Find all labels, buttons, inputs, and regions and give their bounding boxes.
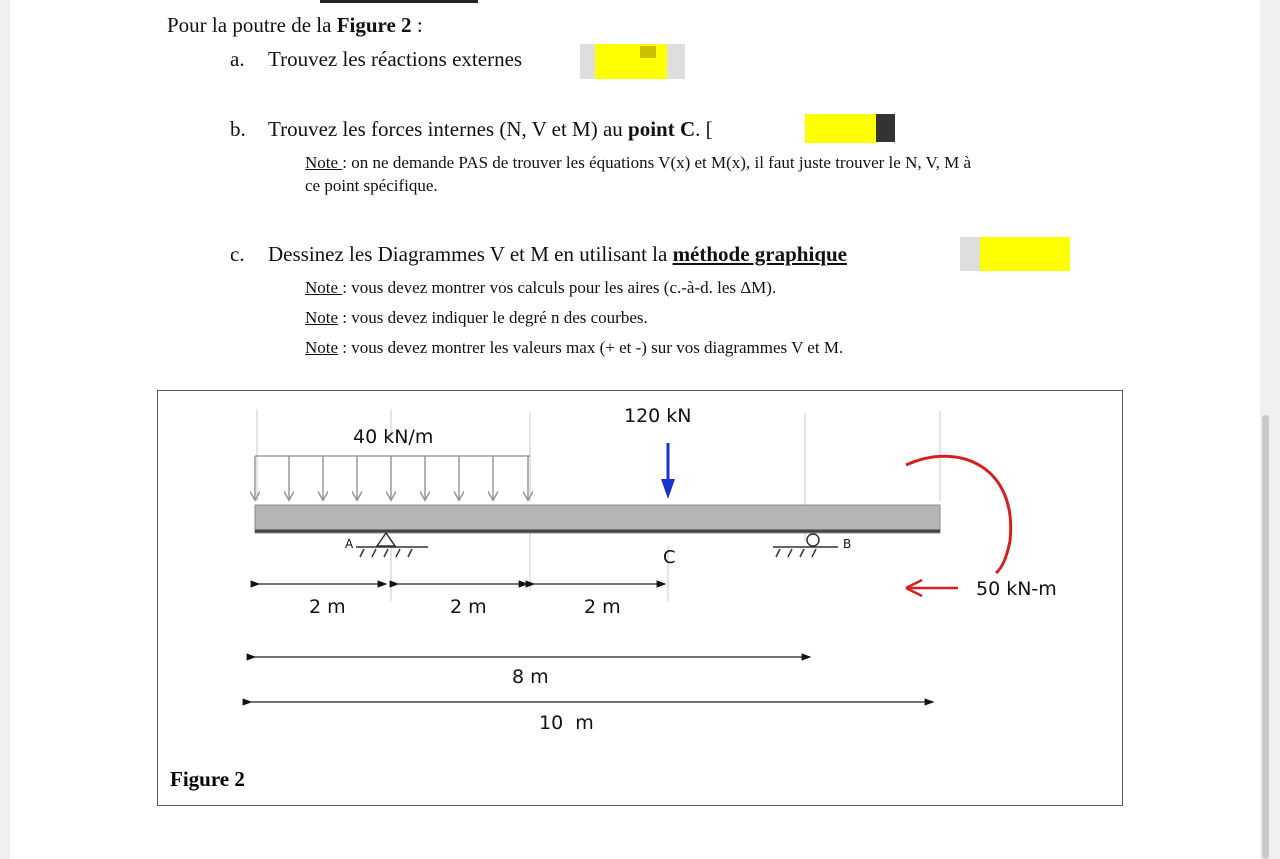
support-a-pin <box>356 533 428 557</box>
note-c1: Note : vous devez montrer vos calculs pour les aires (c.-à-d. les ΔM). <box>305 278 777 297</box>
dim-2m-label-1: 2 m <box>309 596 346 618</box>
dim-10m-label: 10 m <box>539 712 594 734</box>
dim-2m-label-3: 2 m <box>584 596 621 618</box>
question-c-label: c. <box>230 242 245 266</box>
point-load-label: 120 kN <box>624 405 692 427</box>
hatch <box>384 549 388 557</box>
hatch <box>408 549 412 557</box>
highlight-a-mark <box>640 46 656 58</box>
dim-8m-label: 8 m <box>512 666 549 688</box>
beam-diagram <box>158 391 1122 805</box>
intro-line: Pour la poutre de la Figure 2 : <box>167 13 423 37</box>
hatch <box>812 549 816 557</box>
point-load-arrow-head <box>661 479 675 499</box>
question-a-text: Trouvez les réactions externes <box>268 47 523 71</box>
moment-arrow <box>906 580 958 596</box>
dim-2m-label-2: 2 m <box>450 596 487 618</box>
question-a-label: a. <box>230 47 245 71</box>
note-c2: Note : vous devez indiquer le degré n des courbes. <box>305 308 648 327</box>
hatch <box>800 549 804 557</box>
redaction-c-gray <box>960 237 980 271</box>
figure-2-box <box>157 390 1123 806</box>
highlight-c <box>980 237 1070 271</box>
question-b-text: Trouvez les forces internes (N, V et M) au <box>268 117 629 141</box>
redaction-b-dark <box>876 114 895 142</box>
hatch <box>372 549 376 557</box>
roller-circle <box>807 534 819 546</box>
question-b-label: b. <box>230 117 246 141</box>
question-c-text: Dessinez les Diagrammes V et M en utilisant la <box>268 242 673 266</box>
question-a <box>230 47 522 72</box>
moment-label: 50 kN-m <box>976 578 1057 600</box>
hatch <box>776 549 780 557</box>
hatch <box>360 549 364 557</box>
point-c-label: C <box>663 547 676 568</box>
distributed-load <box>255 456 530 499</box>
support-b-label: B <box>843 537 852 551</box>
note-b: Note : on ne demande PAS de trouver les équations V(x) et M(x), il faut juste trouver le N, V, M à ce point spécifique. <box>305 153 972 195</box>
highlight-a <box>595 44 667 79</box>
question-c-bold: méthode graphique <box>672 242 847 266</box>
hatch <box>396 549 400 557</box>
question-c <box>230 242 847 267</box>
highlight-b <box>805 114 878 143</box>
question-b-bold: point C <box>628 117 696 141</box>
top-rule <box>320 0 478 3</box>
note-c3: Note : vous devez montrer les valeurs max (+ et -) sur vos diagrammes V et M. <box>305 338 844 357</box>
figure-caption: Figure 2 <box>170 767 245 791</box>
pin-triangle <box>377 533 395 546</box>
hatch <box>788 549 792 557</box>
support-a-label: A <box>345 537 354 551</box>
question-b: b. Trouvez les forces internes (N, V et M) au point C. [ <box>230 117 713 141</box>
beam <box>255 505 940 533</box>
scrollbar[interactable] <box>1262 415 1269 859</box>
distributed-load-label: 40 kN/m <box>353 426 434 448</box>
